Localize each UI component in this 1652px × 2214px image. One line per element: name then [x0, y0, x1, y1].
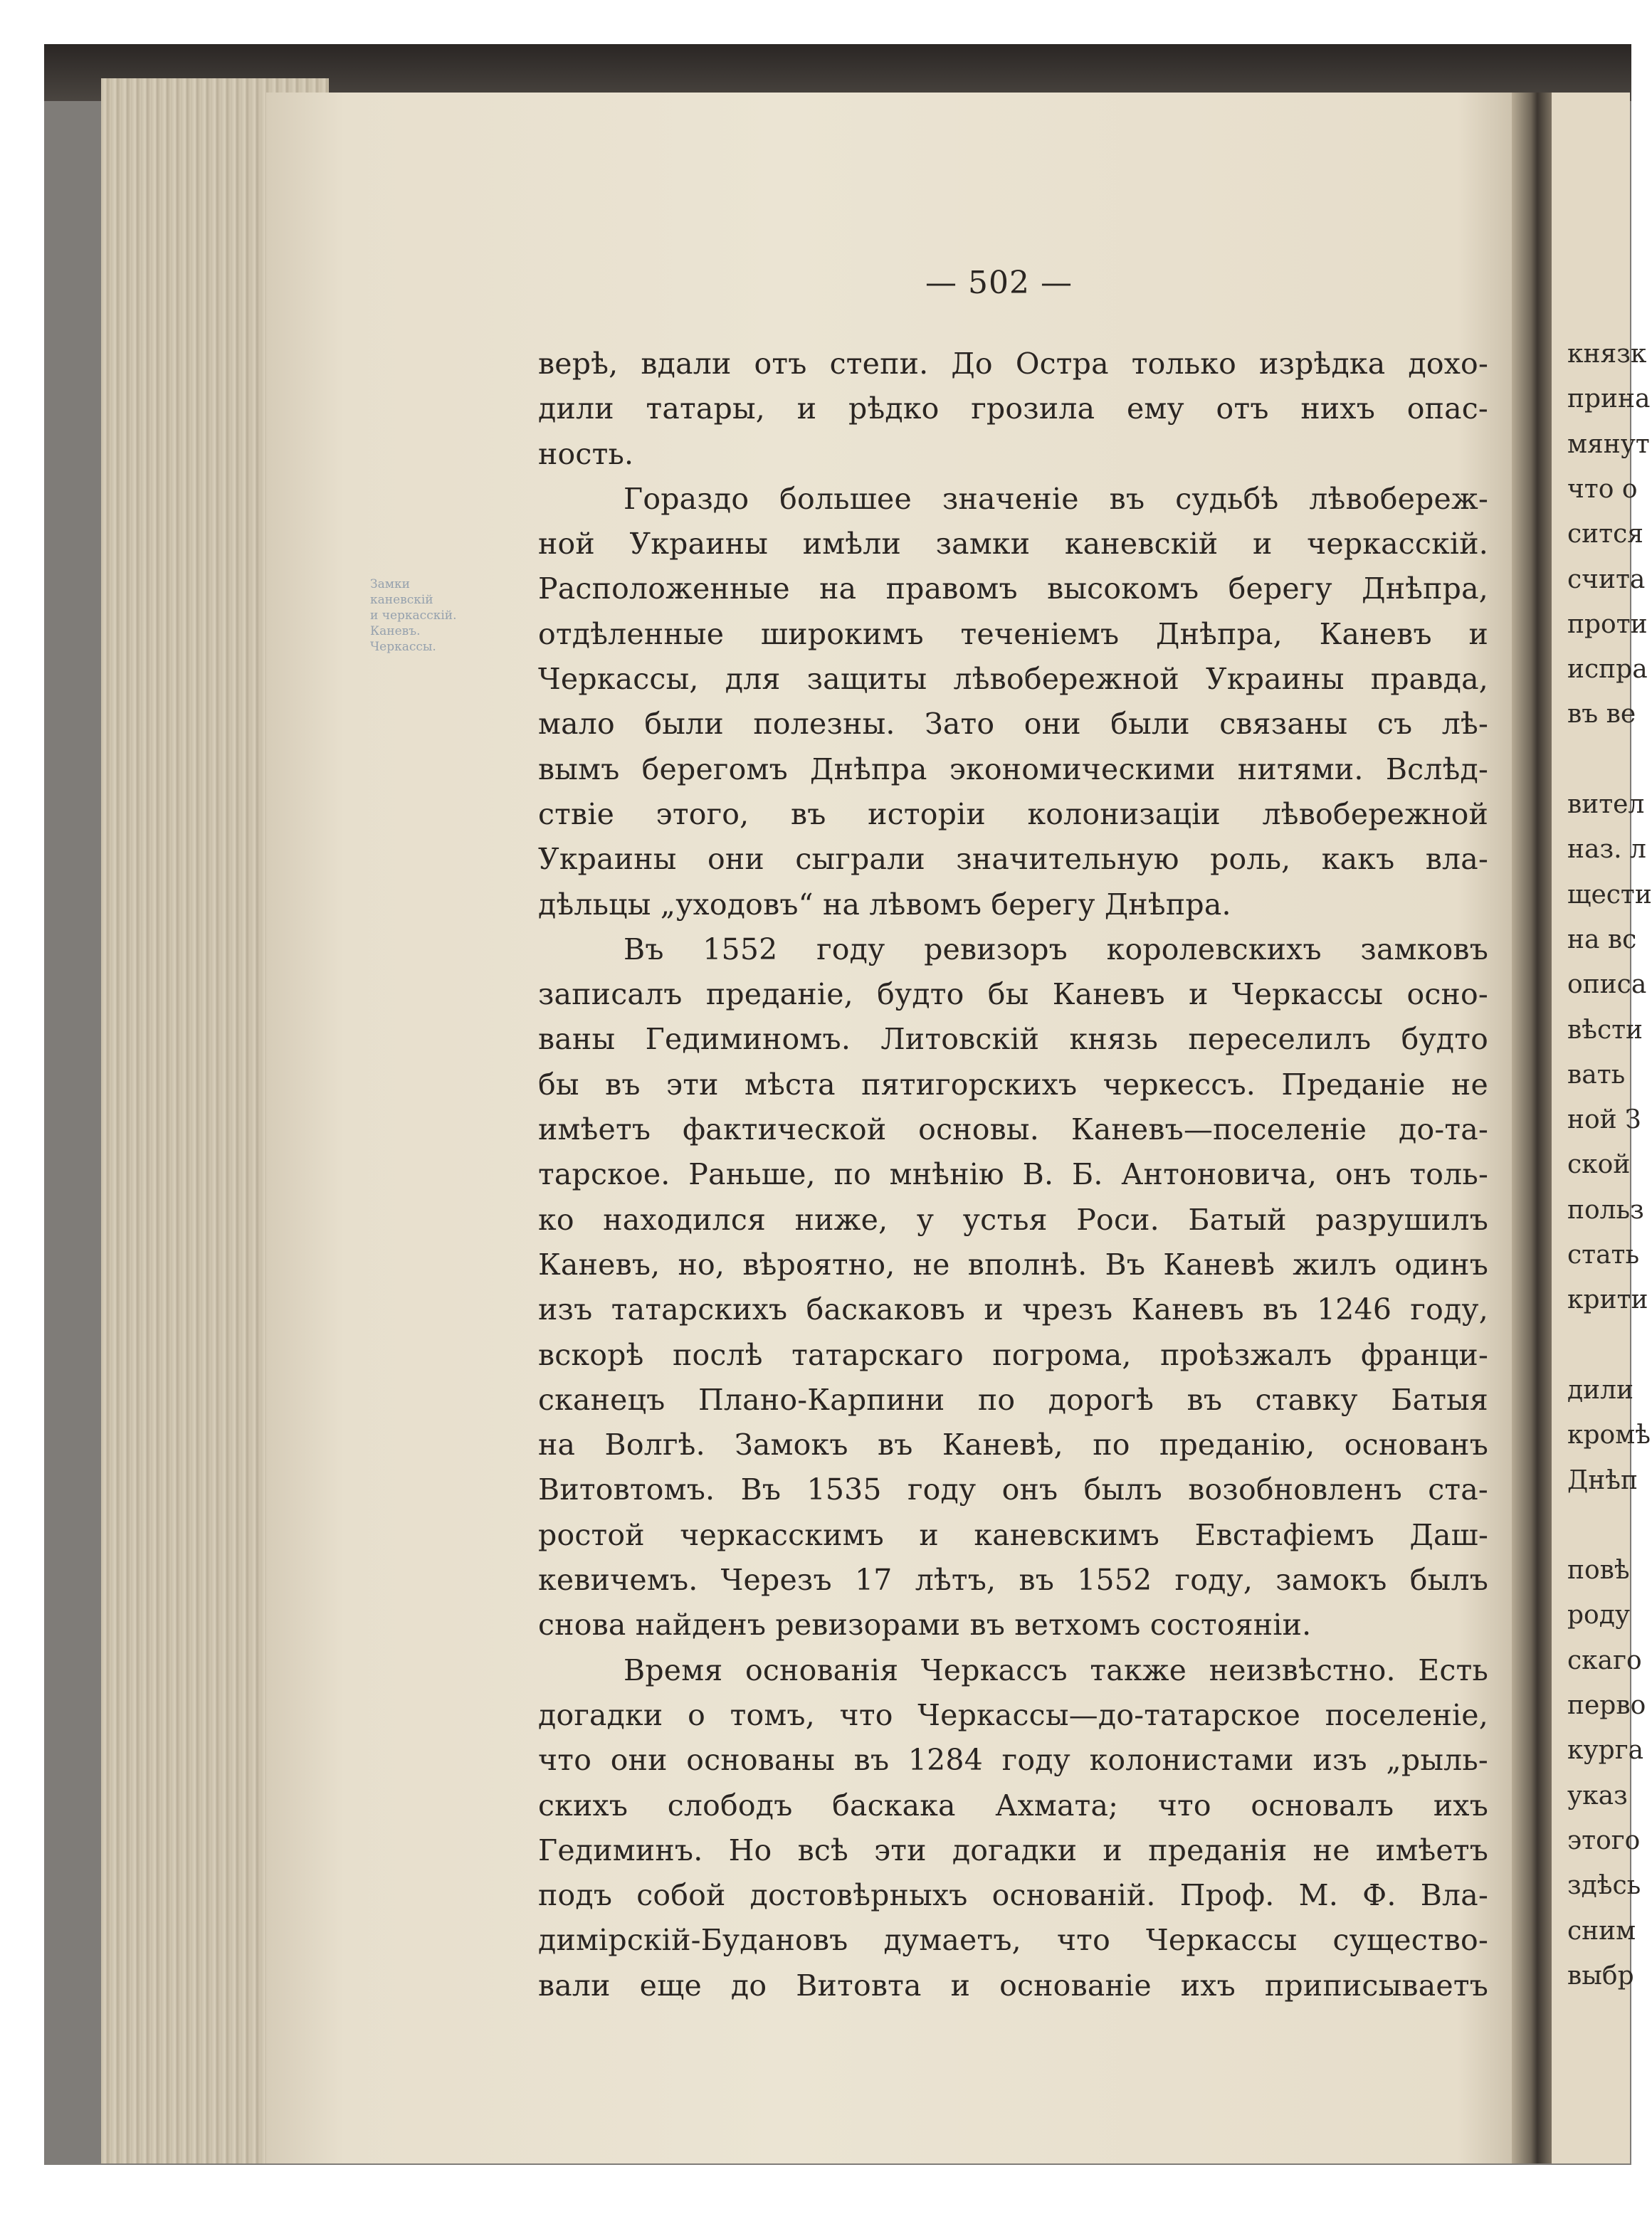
text-line: вскорѣ послѣ татарскаго погрома, проѣзжалъ франци-	[538, 1337, 1488, 1372]
text-line: ваны Гедиминомъ. Литовскій князь переселилъ будто	[538, 1022, 1488, 1057]
text-line: записалъ преданіе, будто бы Каневъ и Черкассы осно-	[538, 977, 1488, 1012]
right-page-word-fragment: вать	[1567, 1060, 1626, 1090]
right-page-word-fragment: здѣсь	[1567, 1871, 1641, 1901]
text-line: Черкассы, для защиты лѣвобережной Украины правда,	[538, 662, 1488, 697]
text-line: Каневъ, но, вѣроятно, не вполнѣ. Въ Каневѣ жилъ одинъ	[538, 1247, 1488, 1282]
right-page-word-fragment: что о	[1567, 474, 1638, 504]
margin-note	[370, 576, 470, 655]
right-page-word-fragment: этого	[1567, 1825, 1641, 1855]
text-line: дили татары, и рѣдко грозила ему отъ нихъ опас-	[538, 391, 1488, 426]
text-line: кевичемъ. Черезъ 17 лѣтъ, въ 1552 году, замокъ былъ	[538, 1563, 1488, 1598]
right-page-word-fragment: роду	[1567, 1601, 1631, 1630]
text-line: подъ собой достовѣрныхъ основаній. Проф. М. Ф. Вла-	[538, 1878, 1488, 1913]
text-line: тарское. Раньше, по мнѣнію В. Б. Антоновича, онъ толь-	[538, 1157, 1488, 1192]
right-page-word-fragment: кромѣ	[1567, 1420, 1651, 1450]
text-line: Витовтомъ. Въ 1535 году онъ былъ возобновленъ ста-	[538, 1472, 1488, 1507]
right-page-fragment	[1552, 93, 1652, 2163]
text-line: отдѣленные широкимъ теченіемъ Днѣпра, Каневъ и	[538, 616, 1488, 651]
right-page-word-fragment: вѣсти	[1567, 1015, 1643, 1045]
text-line: димірскій-Будановъ думаетъ, что Черкассы существо-	[538, 1923, 1488, 1958]
body-text	[538, 342, 1488, 2008]
margin-note-line: Черкассы.	[370, 640, 436, 654]
text-line: ствіе этого, въ исторіи колонизаціи лѣвобережной	[538, 796, 1488, 831]
text-line: изъ татарскихъ баскаковъ и чрезъ Каневъ въ 1246 году,	[538, 1292, 1488, 1327]
right-page-word-fragment: прина	[1567, 384, 1651, 414]
right-page-word-fragment: проти	[1567, 609, 1648, 639]
text-line: ность.	[538, 436, 634, 471]
right-page-word-fragment: описа	[1567, 970, 1647, 1000]
page-number: — 502 —	[925, 265, 1073, 301]
right-page-word-fragment: щести	[1567, 880, 1652, 910]
right-page-word-fragment: наз. л	[1567, 835, 1646, 865]
text-line: скихъ слободъ баскака Ахмата; что основалъ ихъ	[538, 1788, 1488, 1823]
margin-note-line: Каневъ.	[370, 624, 421, 638]
right-page-word-fragment: повѣ	[1567, 1556, 1630, 1586]
text-line: на Волгѣ. Замокъ въ Каневѣ, по преданію, основанъ	[538, 1428, 1488, 1462]
right-page-word-fragment: счита	[1567, 564, 1646, 594]
text-line: имѣетъ фактической основы. Каневъ—поселеніе до-та-	[538, 1112, 1488, 1147]
right-page-word-fragment: стать	[1567, 1240, 1640, 1270]
right-page-word-fragment: скаго	[1567, 1645, 1642, 1675]
right-page-word-fragment: вител	[1567, 790, 1645, 819]
text-line: Украины они сыграли значительную роль, какъ вла-	[538, 842, 1488, 877]
text-line: бы въ эти мѣста пятигорскихъ черкессъ. Преданіе не	[538, 1067, 1488, 1102]
right-page-word-fragment: курга	[1567, 1736, 1644, 1766]
right-page-word-fragment: сним	[1567, 1916, 1636, 1946]
text-line: мало были полезны. Зато они были связаны съ лѣ-	[538, 707, 1488, 742]
right-page-word-fragment: мянут	[1567, 429, 1650, 459]
right-page-word-fragment: на вс	[1567, 924, 1637, 954]
right-page-word-fragment: выбр	[1567, 1961, 1634, 1991]
text-line: снова найденъ ревизорами въ ветхомъ состояніи.	[538, 1608, 1312, 1643]
right-page-word-fragment: указ	[1567, 1781, 1628, 1810]
text-line: ростой черкасскимъ и каневскимъ Евстафіемъ Даш-	[538, 1517, 1488, 1552]
text-line: что они основаны въ 1284 году колонистами изъ „рыль-	[538, 1743, 1488, 1778]
text-line: дѣльцы „уходовъ“ на лѣвомъ берегу Днѣпра.	[538, 887, 1231, 922]
text-line: верѣ, вдали отъ степи. До Остра только изрѣдка дохо-	[538, 347, 1488, 381]
right-page-word-fragment: перво	[1567, 1691, 1646, 1720]
right-page-word-fragment: Днѣп	[1567, 1465, 1638, 1495]
text-line: ной Украины имѣли замки каневскій и черкасскій.	[538, 527, 1488, 562]
text-line: Гедиминъ. Но всѣ эти догадки и преданія не имѣетъ	[538, 1833, 1488, 1867]
right-page-word-fragment: въ ве	[1567, 700, 1636, 729]
right-page-word-fragment: князк	[1567, 339, 1647, 369]
right-page-word-fragment: сится	[1567, 520, 1643, 549]
text-line: ко находился ниже, у устья Роси. Батый разрушилъ	[538, 1202, 1488, 1237]
text-line: Въ 1552 году ревизоръ королевскихъ замковъ	[624, 932, 1488, 966]
right-page-word-fragment: крити	[1567, 1285, 1648, 1315]
text-line: вымъ берегомъ Днѣпра экономическими нитями. Вслѣд-	[538, 752, 1488, 786]
right-page-word-fragment: ной З	[1567, 1105, 1641, 1135]
right-page-word-fragment: польз	[1567, 1195, 1644, 1225]
text-line: Гораздо большее значеніе въ судьбѣ лѣвобереж-	[624, 481, 1488, 516]
text-line: Время основанія Черкассъ также неизвѣстно. Есть	[624, 1652, 1488, 1687]
right-page-word-fragment: испра	[1567, 655, 1648, 685]
right-page-word-fragment: дили	[1567, 1375, 1634, 1405]
right-page-word-fragment: ской	[1567, 1150, 1631, 1180]
margin-note-line: Замки каневскій	[370, 577, 433, 607]
book-gutter	[1512, 93, 1554, 2163]
text-line: догадки о томъ, что Черкассы—до-татарское поселеніе,	[538, 1697, 1488, 1732]
text-line: сканецъ Плано-Карпини по дорогѣ въ ставку Батыя	[538, 1382, 1488, 1417]
margin-note-line: и черкасскій.	[370, 608, 457, 623]
text-line: вали еще до Витовта и основаніе ихъ приписываетъ	[538, 1968, 1488, 2003]
text-line: Расположенные на правомъ высокомъ берегу Днѣпра,	[538, 571, 1488, 606]
